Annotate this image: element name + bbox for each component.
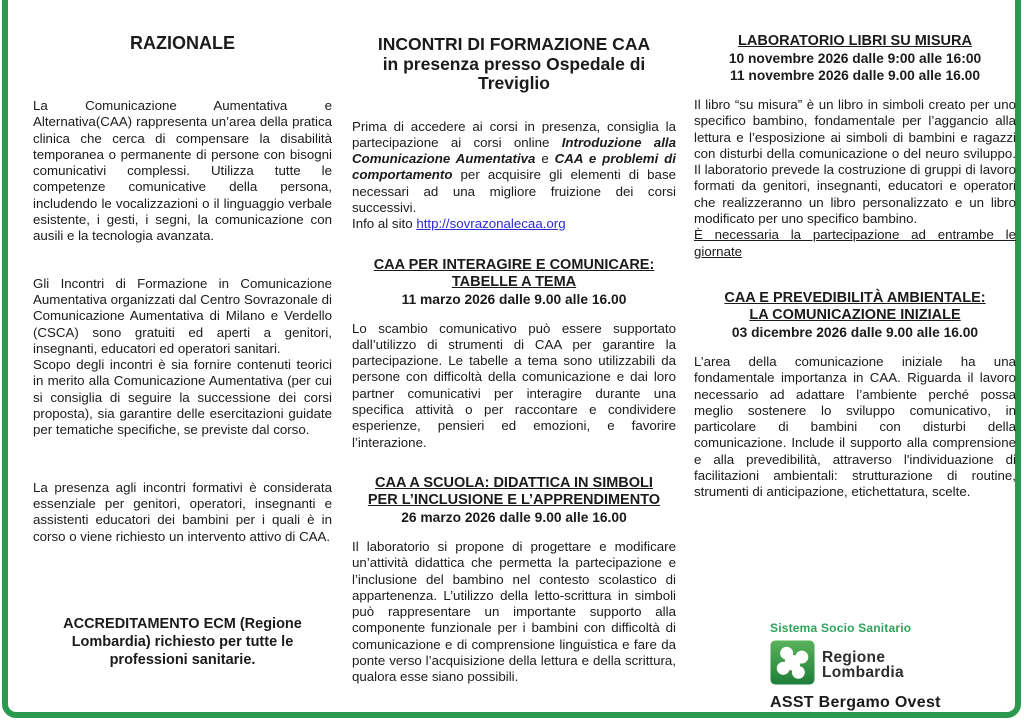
rosa-camuna-icon [770,640,815,690]
info-label: Info al sito [352,216,417,232]
course-header-tabelle [352,257,676,308]
regione-lombardia-logo-block [770,621,955,712]
column-rationale [33,0,332,669]
course-header-libri [694,33,1016,84]
intro-text-pre: Prima di accedere ai corsi in presenza, consiglia la partecipazione ai corsi online [352,118,676,150]
course-title-line [352,274,676,291]
course-description-libri: Il libro “su misura” è un libro in simboli creato per uno specifico bambino, fondamentale per l’aggancio alla lettura e l’esposizione ai simboli di bambini e ragazzi con disturbi della comunicazione o del neuro sviluppo. Il laboratorio prevede la costruzione di gruppi di lavoro formati da genitori, insegnanti, educatori e operatori che realizzeranno un libro personalizzato e un libro modificato per uno specifico bambino. [694,97,1016,227]
asst-bergamo-ovest-label: ASST Bergamo Ovest [770,694,941,711]
course-date: 26 marzo 2026 dalle 9.00 alle 16.00 [401,509,627,525]
course-header-scuola [352,475,676,526]
online-course-1-title: Introduzione alla Comunicazione Aumentativa [352,134,676,167]
course-title-text: LABORATORIO LIBRI SU MISURA [738,33,972,49]
column-courses-1 [352,0,676,686]
course-title-line [352,257,676,274]
course-title-line [694,290,1016,307]
info-line [352,216,676,232]
course-title-text: CAA E PREVEDIBILITÀ AMBIENTALE: [724,289,986,306]
rationale-paragraph-block [33,276,332,439]
attendance-note: È necessaria la partecipazione ad entrambe le giornate [694,227,1016,259]
course-title-text: LA COMUNICAZIONE INIZIALE [749,306,961,323]
course-title-line [694,33,1016,50]
intro-paragraph [352,119,676,217]
course-title-text: TABELLE A TEMA [451,273,577,290]
intro-text-post: per acquisire gli elementi di base necessari ad una migliore fruizione dei corsi successivi. [352,167,676,215]
course-description-tabelle: Lo scambio comunicativo può essere supportato dall’utilizzo di strumenti di CAA per garantire la partecipazione. Le tabelle a tema sono utilizzabili da persone con difficoltà della comunicazione e dai loro partner comunicativi per interagire durante una specifica attività o per raccontare e condividere esperienze, pensieri ed emozioni, e favorire l’interazione. [352,320,676,450]
course-date: 03 dicembre 2026 dalle 9.00 alle 16.00 [731,324,979,340]
main-title-line-1: INCONTRI DI FORMAZIONE CAA [377,34,651,54]
course-description-scuola: Il laboratorio si propone di progettare e modificare un’attività didattica che permetta la partecipazione e l’inclusione del bambino nel contesto scolastico di appartenenza. L’utilizzo della letto-scrittura in simboli può rappresentare un importante supporto alla componente funzionale per i bambini con difficoltà di comunicazione e di comprensione linguistica e fare da ponte verso l’acquisizione della lettura e della scrittura, qualora esse siano possibili. [352,538,676,685]
main-title [352,35,676,94]
course-title-line [352,475,676,492]
rationale-title: RAZIONALE [130,33,235,53]
course-title-text: PER L’INCLUSIONE E L’APPRENDIMENTO [367,491,661,508]
course-title-text: CAA A SCUOLA: DIDATTICA IN SIMBOLI [375,474,653,491]
course-date: 11 novembre 2026 dalle 9.00 alle 16.00 [729,68,981,83]
course-title-line [352,492,676,509]
ecm-accreditation-note: ACCREDITAMENTO ECM (Regione Lombardia) richiesto per tutte le professioni sanitarie. [63,615,302,668]
intro-text-mid: e [535,151,555,167]
online-course-2-title: CAA e problemi di comportamento [352,151,676,183]
brand-line-2: Lombardia [822,664,904,681]
rationale-paragraph-3: Scopo degli incontri è sia fornire contenuti teorici in merito alla Comunicazione Aumentativa (per cui si consiglia di seguire la successione dei corsi proposta), sia garantire delle esercitazioni guidate per tematiche specifiche, se previste dal corso. [33,357,332,438]
brand-line-1: Regione [822,648,886,666]
rationale-paragraph-1: La Comunicazione Aumentativa e Alternativa(CAA) rappresenta un’area della pratica clinica che cerca di compensare la disabilità temporanea o permanente di persone con bisogni comunicativi complessi. Utilizza tutte le competenze comunicative della persona, includendo le vocalizzazioni o il linguaggio verbale esistente, i gesti, i segni, la comunicazione con ausili e la tecnologia avanzata. [33,98,332,244]
main-title-line-2: in presenza presso Ospedale di Treviglio [382,53,646,93]
sistema-socio-sanitario-label: Sistema Socio Sanitario [770,621,912,635]
course-description-prevedibilita: L’area della comunicazione iniziale ha una fondamentale importanza in CAA. Riguarda il lavoro necessario ad adattare l’ambiente perché possa meglio sostenere lo sviluppo comunicativo, in particolare di bambini con disturbi della comunicazione. Include il supporto alla comprensione e alla prevedibilità, attraverso l'individuazione di facilitazioni ambientali: strutturazione di routine, strumenti di anticipazione, etichettatura, scelte. [694,353,1016,500]
course-title-text: CAA PER INTERAGIRE E COMUNICARE: [373,256,655,273]
rationale-paragraph-4: La presenza agli incontri formativi è considerata essenziale per genitori, operatori, insegnanti e assistenti educatori dei bambini per i quali è in corso o viene richiesto un intervento attivo di CAA. [33,479,332,544]
course-date: 10 novembre 2026 dalle 9:00 alle 16:00 [728,51,982,66]
rationale-paragraph-2: Gli Incontri di Formazione in Comunicazione Aumentativa organizzati dal Centro Sovrazonale di Comunicazione Aumentativa di Milano e Verdello (CSCA) sono gratuiti ed aperti a genitori, insegnanti, educatori ed operatori sanitari. [33,275,332,356]
regione-lombardia-wordmark [822,650,904,681]
course-header-prevedibilita [694,290,1016,341]
course-title-line [694,307,1016,324]
column-courses-2 [694,0,1016,501]
course-date: 11 marzo 2026 dalle 9.00 alle 16.00 [401,291,627,307]
website-link[interactable]: http://sovrazonalecaa.org [416,216,566,232]
